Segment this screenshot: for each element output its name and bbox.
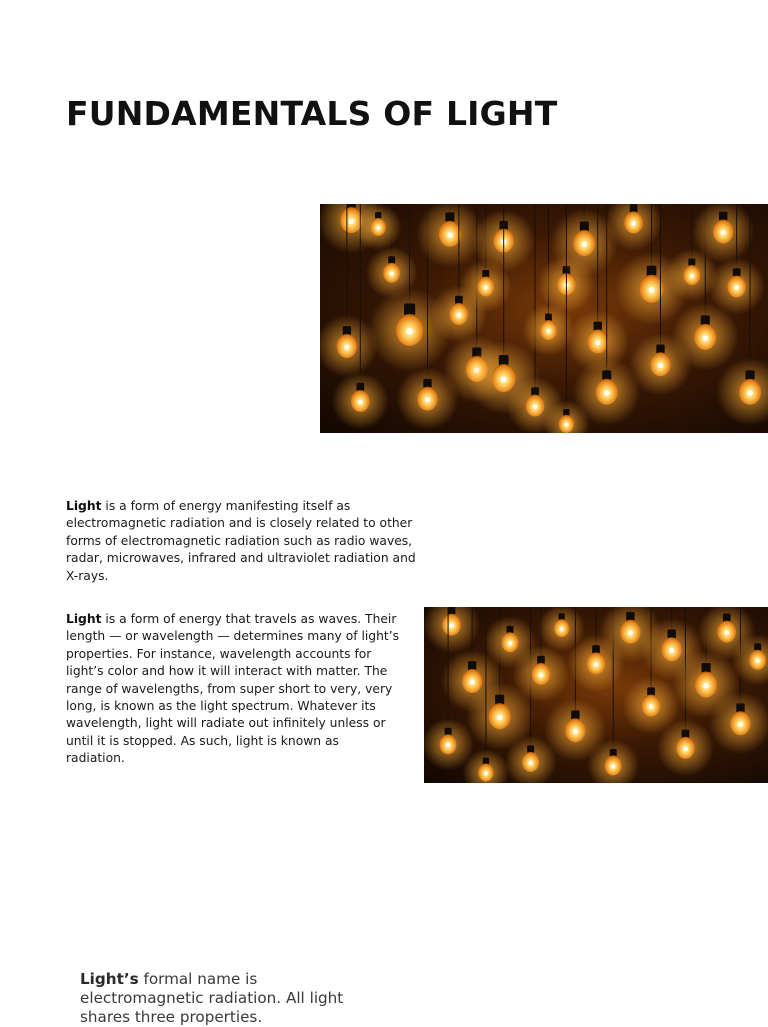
callout-text: [80, 970, 380, 1027]
light-bulbs-image: [424, 607, 768, 783]
callout-lead: Light’s: [80, 970, 139, 988]
paragraph-light-definition: [66, 498, 426, 585]
page-title: FUNDAMENTALS OF LIGHT: [66, 94, 558, 133]
callout-body: formal name is electromagnetic radiation. All light shares three properties.: [80, 970, 344, 1026]
light-bulbs-photo: [320, 204, 768, 433]
light-bulbs-photo-secondary: [424, 607, 768, 783]
light-bulbs-image: [320, 204, 768, 433]
paragraph-body: is a form of energy manifesting itself as electromagnetic radiation and is closely related to other forms of electromagnetic radiation such as radio waves, radar, microwaves, infrared and ultraviolet radiation and X-rays.: [66, 499, 416, 583]
paragraph-lead: Light: [66, 499, 102, 513]
paragraph-body: is a form of energy that travels as waves. Their length — or wavelength — determines many of light’s properties. For instance, wavelength accounts for light’s color and how it will interact with matter. The range of wavelengths, from super short to very, very long, is known as the light spectrum. Whatever its wavelength, light will radiate out infinitely unless or until it is stopped. As such, light is known as radiation.: [66, 612, 400, 766]
paragraph-light-waves: [66, 611, 401, 768]
paragraph-lead: Light: [66, 612, 102, 626]
